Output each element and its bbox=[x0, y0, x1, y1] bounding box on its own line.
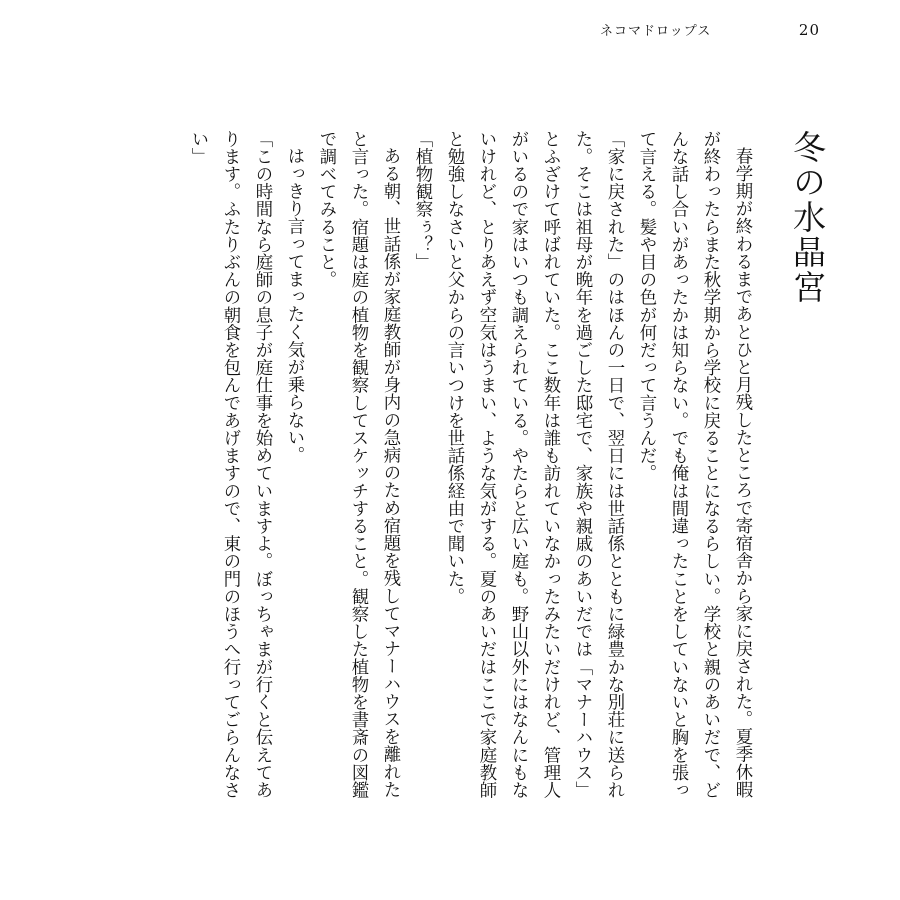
paragraph-1: 春学期が終わるまであとひと月残したところで寄宿舎から家に戻された。夏季休暇が終わったらまた秋学期から学校に戻ることになるらしい。学校と親のあいだで、どんな話し合いがあったかは知らない。でも俺は間違ったことをしていないと胸を張って言える。髪や目の色が何だって言うんだ。 bbox=[636, 130, 752, 799]
page-number: 20 bbox=[798, 21, 820, 39]
paragraph-2: 「家に戻された」のはほんの一日で、翌日には世話係とともに緑豊かな別荘に送られた。そこは祖母が晩年を過ごした邸宅で、家族や親戚のあいだでは「マナーハウス」とふざけて呼ばれていた。ここ数年は誰も訪れていなかったみたいだけれど、管理人がいるので家はいつも調えられている。やたらと広い庭も。野山以外にはなんにもないけれど、とりあえず空気はうまい、ような気がする。夏のあいだはここで家庭教師と勉強しなさいと父からの言いつけを世話係経由で聞いた。 bbox=[444, 130, 624, 799]
paragraph-3: 「植物観察ぅ？」 bbox=[412, 130, 432, 271]
book-title: ネコマドロップス bbox=[600, 24, 712, 39]
paragraph-4: ある朝、世話係が家庭教師が身内の急病のため宿題を残してマナーハウスを離れたと言った。宿題は庭の植物を観察してスケッチすること。観察した植物を書斎の図鑑で調べてみること。 bbox=[316, 130, 400, 799]
chapter-title: 冬の水晶宮 bbox=[788, 130, 827, 305]
title-spacer bbox=[758, 130, 772, 810]
paragraph-6: 「この時間なら庭師の息子が庭仕事を始めていますよ。ぼっちゃまが行くと伝えてあります。ふたりぶんの朝食を包んであげますので、東の門のほうへ行ってごらんなさい」 bbox=[188, 130, 272, 799]
paragraph-5: はっきり言ってまったく気が乗らない。 bbox=[284, 147, 304, 465]
running-header bbox=[600, 20, 820, 39]
vertical-text-body bbox=[42, 130, 842, 810]
